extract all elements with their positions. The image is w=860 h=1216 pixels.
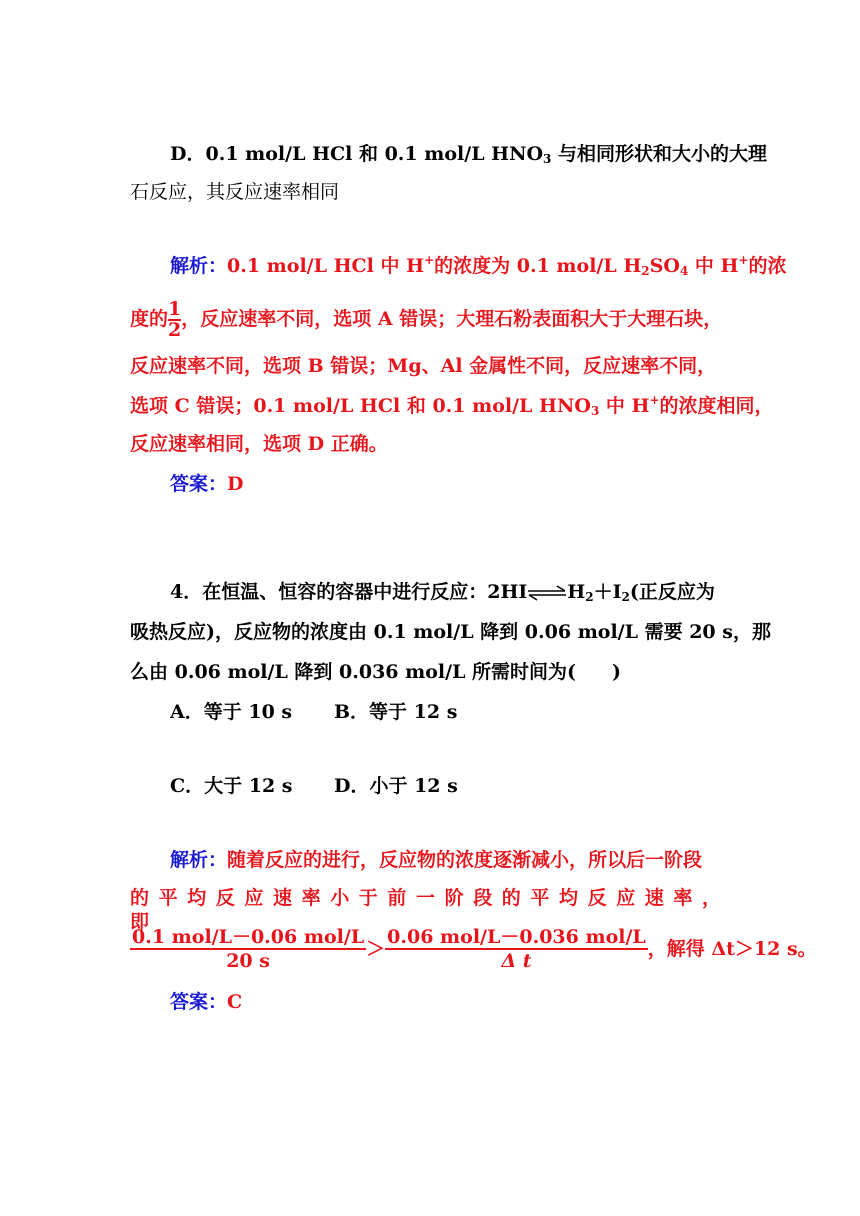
- question4-line1: 4．在恒温、恒容的容器中进行反应：2HI $H_2+I_2$(正反应为: [170, 581, 715, 604]
- analysis4-line2: 的平均反应速率小于前一阶段的平均反应速率，即: [130, 887, 730, 933]
- analysis4-line1: 解析：随着反应的进行，反应物的浓度逐渐减小，所以后一阶段: [170, 849, 703, 871]
- rate-fraction-1: $\frac{\text{0.1 mol/L－0.06 mol/L}}{20 s}$: [132, 926, 365, 972]
- answer3: 答案：D: [170, 473, 244, 495]
- analysis3-line5: 反应速率相同，选项 D 正确。: [130, 433, 388, 455]
- option-d-line2: 石反应，其反应速率相同: [130, 181, 340, 203]
- fraction-one-half: $\frac{1}{2}$: [168, 298, 182, 341]
- option-b: B．等于 12 s: [334, 701, 458, 723]
- analysis3-line2: 度的 $\frac{1}{2}$ ，反应速率不同，选项 A 错误；大理石粉表面积大于大理石块，: [130, 298, 723, 341]
- option-c: C．大于 12 s: [170, 775, 293, 797]
- option-d: D．小于 12 s: [334, 775, 458, 797]
- question4-options-cd: [170, 774, 730, 798]
- option-d-line1: D．0.1 mol/L HCl 和 0.1 mol/L $HNO_3$ 与相同形状和大小的大理: [170, 143, 768, 166]
- analysis4-formula: $\frac{\text{0.1 mol/L－0.06 mol/L}}{20 s}$ ＞ $\frac{\text{0.06 mol/L－0.036 mol/L}}{\text{Δ t}}$ ，解得 Δt＞12 s。: [132, 926, 817, 972]
- question4-line2: 吸热反应)，反应物的浓度由 0.1 mol/L 降到 0.06 mol/L 需要 20 s，那: [130, 621, 771, 643]
- analysis3-line1: 解析：0.1 mol/L HCl 中 H+的浓度为 0.1 mol/L $H_2SO_4$ 中 H+的浓: [170, 253, 787, 278]
- question4-options-ab: [170, 700, 730, 724]
- question4-line3: 么由 0.06 mol/L 降到 0.036 mol/L 所需时间为( ): [130, 661, 622, 683]
- analysis3-line4: 选项 C 错误；0.1 mol/L HCl 和 0.1 mol/L $HNO_3$ 中 H+的浓度相同，: [130, 393, 774, 418]
- analysis-label: 解析：: [170, 255, 228, 277]
- analysis3-line3: 反应速率不同，选项 B 错误；Mg、Al 金属性不同，反应速率不同，: [130, 355, 717, 377]
- equilibrium-arrow-icon: [527, 584, 567, 602]
- answer4: 答案：C: [170, 991, 243, 1013]
- option-a: A．等于 10 s: [170, 701, 293, 723]
- rate-fraction-2: $\frac{\text{0.06 mol/L－0.036 mol/L}}{\text{Δ t}}$: [387, 926, 646, 972]
